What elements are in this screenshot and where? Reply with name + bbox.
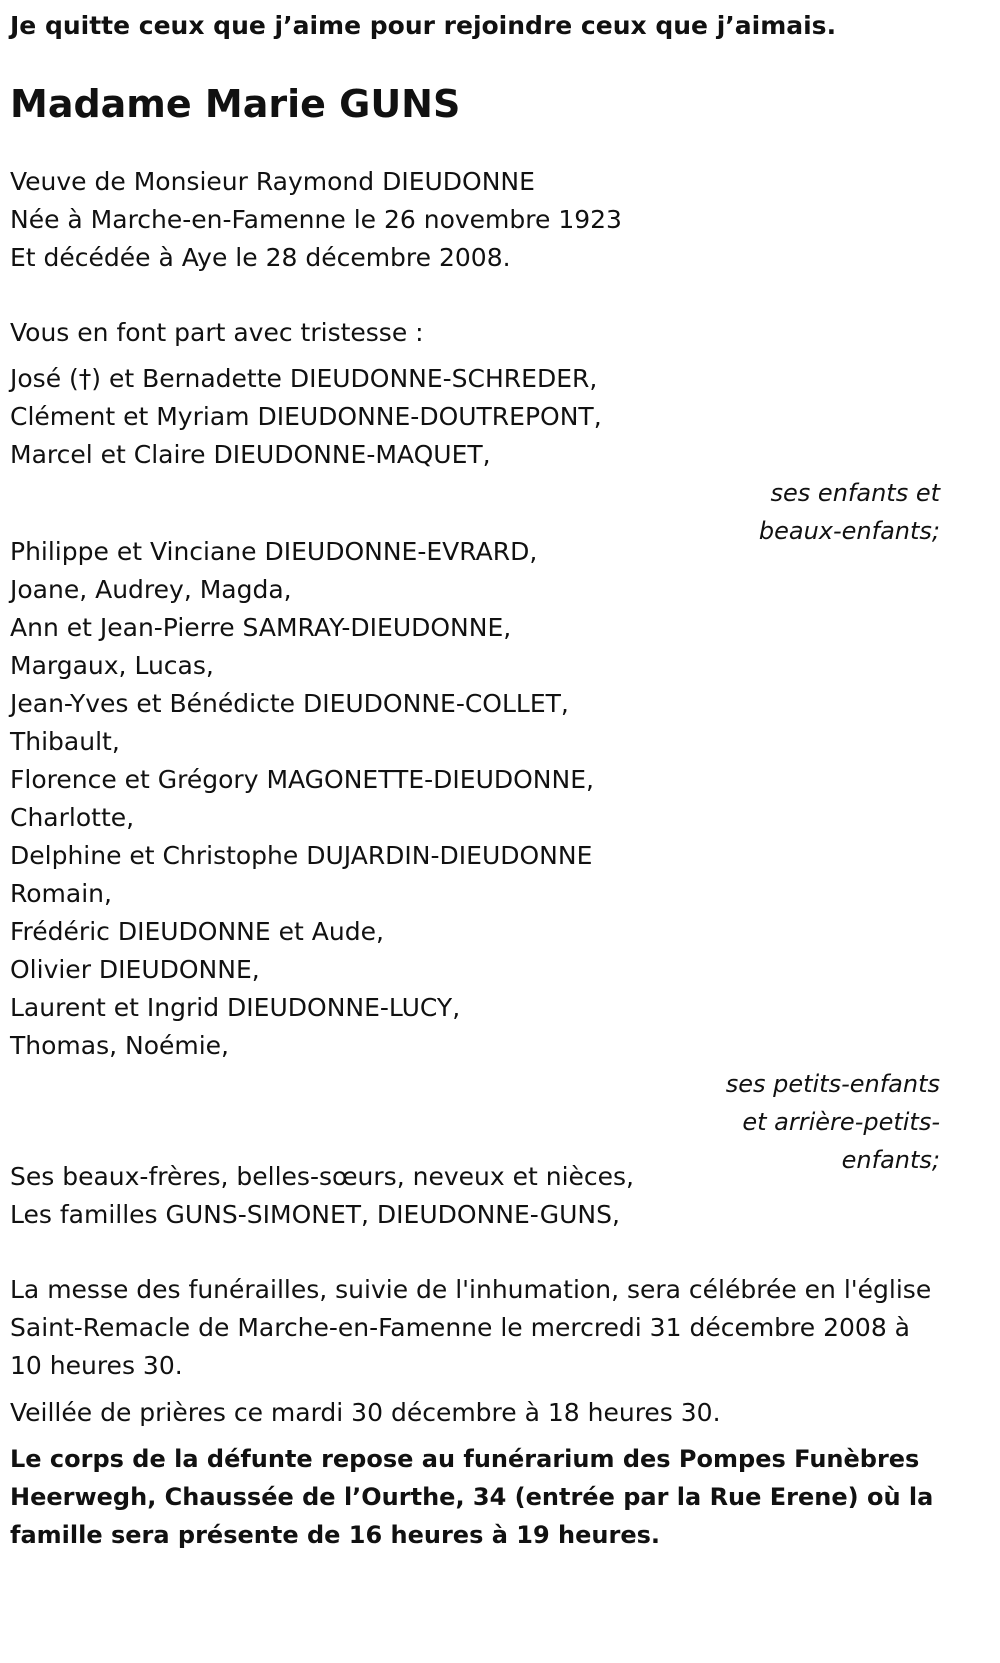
identity-line: Et décédée à Aye le 28 décembre 2008. bbox=[10, 243, 511, 272]
grandchildren-block bbox=[10, 533, 940, 1179]
grandchild-line: Romain, bbox=[10, 879, 112, 908]
relation-label: ses petits-enfants bbox=[725, 1070, 940, 1098]
grandchild-line: Jean-Yves et Bénédicte DIEUDONNE-COLLET, bbox=[10, 689, 569, 718]
grandchild-line: Thibault, bbox=[10, 727, 120, 756]
identity-line: Née à Marche-en-Famenne le 26 novembre 1923 bbox=[10, 205, 622, 234]
relation-label: ses enfants et bbox=[770, 479, 940, 507]
grandchild-line: Philippe et Vinciane DIEUDONNE-EVRARD, bbox=[10, 537, 538, 566]
child-line: Clément et Myriam DIEUDONNE-DOUTREPONT, bbox=[10, 402, 602, 431]
relatives-line: Les familles GUNS-SIMONET, DIEUDONNE-GUNS, bbox=[10, 1200, 620, 1229]
grandchild-line: Ann et Jean-Pierre SAMRAY-DIEUDONNE, bbox=[10, 613, 512, 642]
relation-label: et arrière-petits- bbox=[742, 1108, 940, 1136]
grandchild-line: Charlotte, bbox=[10, 803, 135, 832]
epigraph: Je quitte ceux que j’aime pour rejoindre ceux que j’aimais. bbox=[10, 11, 837, 40]
relatives-block bbox=[10, 1158, 940, 1234]
relatives-line: Ses beaux-frères, belles-sœurs, neveux et nièces, bbox=[10, 1162, 634, 1191]
funeral-home-info: Le corps de la défunte repose au funérarium des Pompes Funèbres Heerwegh, Chaussée de l’Ourthe, 34 (entrée par la Rue Erene) où la famille sera présente de 16 heures à 19 heures. bbox=[10, 1445, 934, 1549]
grandchild-line: Florence et Grégory MAGONETTE-DIEUDONNE, bbox=[10, 765, 594, 794]
announcement bbox=[10, 314, 940, 352]
grandchild-line: Joane, Audrey, Magda, bbox=[10, 575, 292, 604]
children-block bbox=[10, 360, 940, 550]
child-line: José (†) et Bernadette DIEUDONNE-SCHREDER, bbox=[10, 364, 598, 393]
grandchild-line: Olivier DIEUDONNE, bbox=[10, 955, 260, 984]
grandchild-line: Laurent et Ingrid DIEUDONNE-LUCY, bbox=[10, 993, 461, 1022]
relation-label: enfants; bbox=[841, 1146, 940, 1174]
announcement-text: Vous en font part avec tristesse : bbox=[10, 318, 424, 347]
grandchild-line: Margaux, Lucas, bbox=[10, 651, 214, 680]
vigil-info: Veillée de prières ce mardi 30 décembre à 18 heures 30. bbox=[10, 1398, 721, 1427]
mass-info: La messe des funérailles, suivie de l'inhumation, sera célébrée en l'église Saint-Remacle de Marche-en-Famenne le mercredi 31 décembre 2008 à 10 heures 30. bbox=[10, 1275, 932, 1380]
grandchild-line: Thomas, Noémie, bbox=[10, 1031, 230, 1060]
child-line: Marcel et Claire DIEUDONNE-MAQUET, bbox=[10, 440, 491, 469]
identity-block bbox=[10, 163, 940, 277]
deceased-name: Madame Marie GUNS bbox=[10, 82, 461, 126]
identity-line: Veuve de Monsieur Raymond DIEUDONNE bbox=[10, 167, 535, 196]
grandchild-line: Frédéric DIEUDONNE et Aude, bbox=[10, 917, 384, 946]
grandchild-line: Delphine et Christophe DUJARDIN-DIEUDONNE bbox=[10, 841, 593, 870]
relation-label: beaux-enfants; bbox=[758, 517, 940, 545]
